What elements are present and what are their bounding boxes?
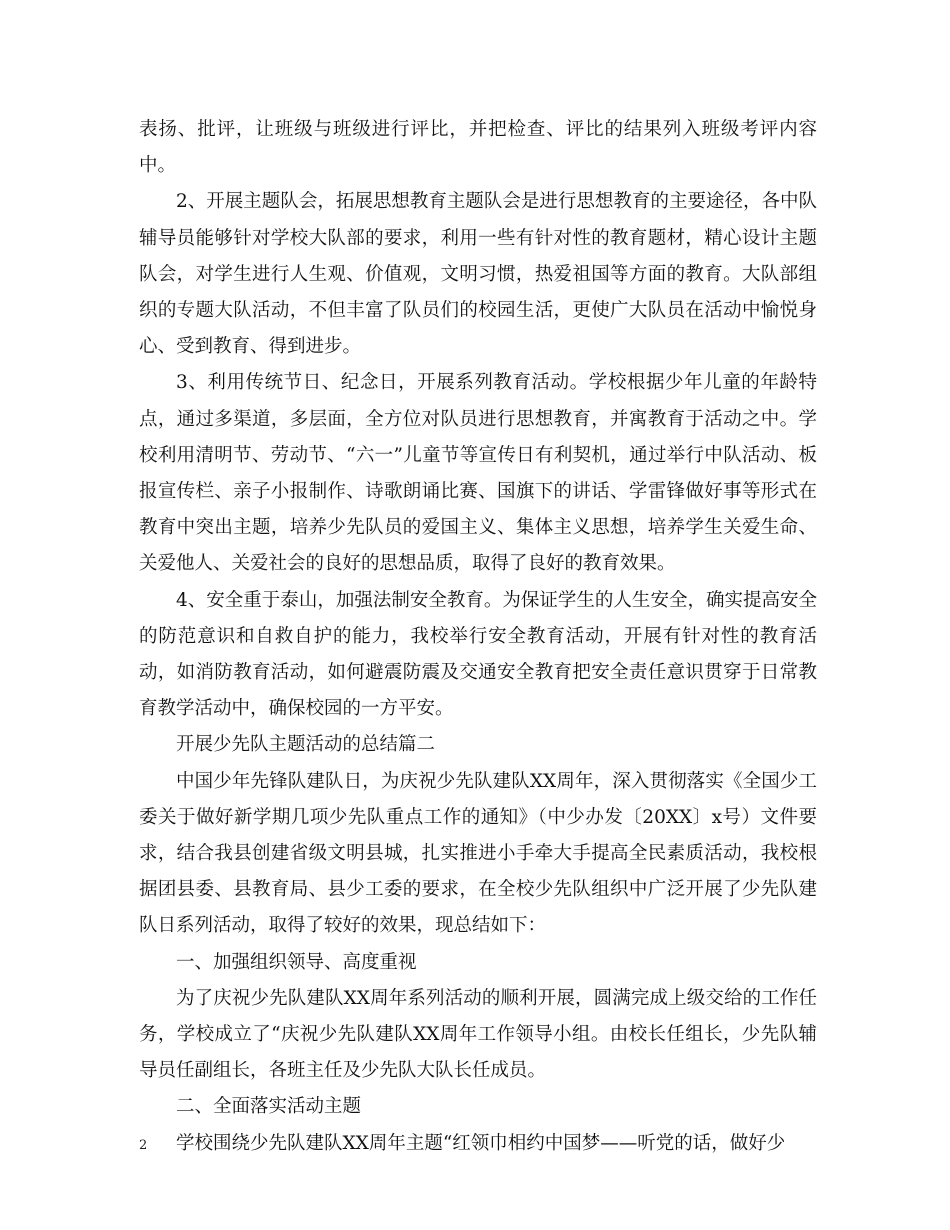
paragraph: 3、利用传统节日、纪念日，开展系列教育活动。学校根据少年儿童的年龄特点，通过多渠道，多层面，全方位对队员进行思想教育，并寓教育于活动之中。学校利用清明节、劳动节、“六一”儿童节等宣传日有利契机，通过举行中队活动、板报宣传栏、亲子小报制作、诗歌朗诵比赛、国旗下的讲话、学雷锋做好事等形式在教育中突出主题，培养少先队员的爱国主义、集体主义思想，培养学生关爱生命、关爱他人、关爱社会的良好的思想品质，取得了良好的教育效果。 [139,372,817,575]
paragraph: 2、开展主题队会，拓展思想教育主题队会是进行思想教育的主要途径，各中队辅导员能够针对学校大队部的要求，利用一些有针对性的教育题材，精心设计主题队会，对学生进行人生观、价值观，文明习惯，热爱祖国等方面的教育。大队部组织的专题大队活动，不但丰富了队员们的校园生活，更使广大队员在活动中愉悦身心、受到教育、得到进步。 [139,191,817,358]
section-heading: 一、加强组织领导、高度重视 [176,951,417,973]
paragraph: 学校围绕少先队建队XX周年主题“红领巾相约中国梦——听党的话，做好少 [176,1132,786,1154]
page-number: 2 [139,1138,148,1153]
body-text [139,112,817,1162]
paragraph: 为了庆祝少先队建队XX周年系列活动的顺利开展，圆满完成上级交给的工作任务，学校成立了“庆祝少先队建队XX周年工作领导小组。由校长任组长，少先队辅导员任副组长，各班主任及少先队大队长任成员。 [139,987,817,1082]
section-heading: 二、全面落实活动主题 [176,1096,362,1118]
paragraph: 中国少年先锋队建队日，为庆祝少先队建队XX周年，深入贯彻落实《全国少工委关于做好新学期几项少先队重点工作的通知》（中少办发〔20XX〕x号）文件要求，结合我县创建省级文明县城，扎实推进小手牵大手提高全民素质活动，我校根据团县委、县教育局、县少工委的要求，在全校少先队组织中广泛开展了少先队建队日系列活动，取得了较好的效果，现总结如下： [139,770,817,937]
section-heading: 开展少先队主题活动的总结篇二 [176,734,436,756]
paragraph: 表扬、批评，让班级与班级进行评比，并把检查、评比的结果列入班级考评内容中。 [139,119,817,177]
paragraph: 4、安全重于泰山，加强法制安全教育。为保证学生的人生安全，确实提高安全的防范意识和自救自护的能力，我校举行安全教育活动，开展有针对性的教育活动，如消防教育活动，如何避震防震及交通安全教育把安全责任意识贯穿于日常教育教学活动中，确保校园的一方平安。 [139,589,817,720]
